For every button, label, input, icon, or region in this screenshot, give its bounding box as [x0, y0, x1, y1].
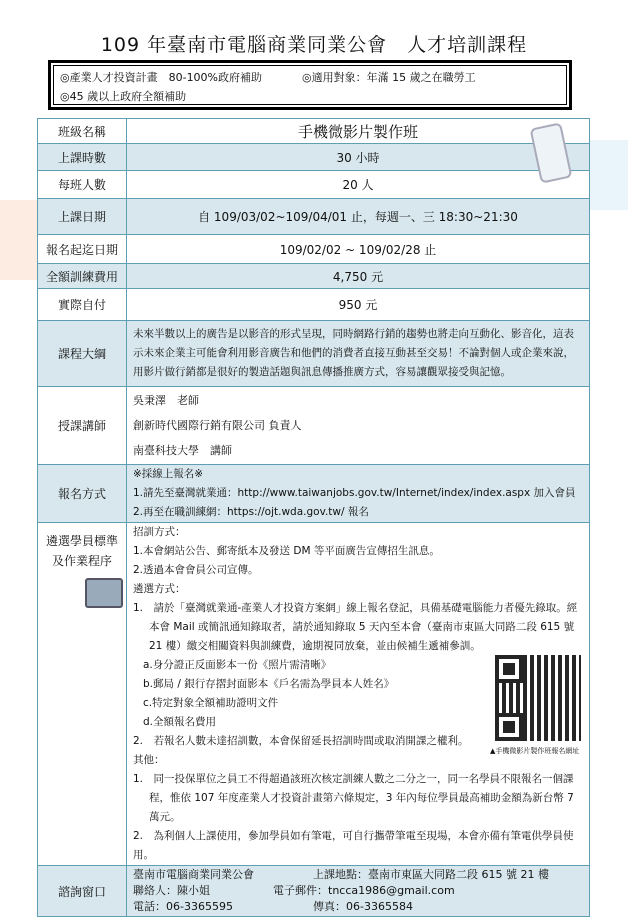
signup-link[interactable]: 1.請先至臺灣就業通：http://www.taiwanjobs.gov.tw/Internet/index/index.aspx 加入會員 [133, 487, 576, 499]
row-label: 上課時數 [38, 144, 127, 171]
contact-email[interactable]: 電子郵件：tncca1986@gmail.com [273, 884, 455, 897]
doc-item: d.全額報名費用 [143, 716, 217, 728]
text-line: 2. 若報名人數未達招訓數，本會保留延長招訓時間或取消開課之權利。 [133, 735, 469, 747]
outline-text: 未來半數以上的廣告是以影音的形式呈現，同時網路行銷的趨勢也將走向互動化、影音化，這表示未來企業主可能會利用影音廣告和他們的消費者直接互動甚至交易！不論對個人或企業來說，用影片做行銷都是很好的製造話題與訊息傳播推廣方式，容易讓觀眾接受與記憶。 [127, 321, 590, 387]
section-title: 其他： [133, 754, 165, 766]
table-row [38, 465, 590, 523]
decor-squares-right [590, 140, 628, 210]
table-row [38, 321, 590, 387]
row-label: 報名起迄日期 [38, 235, 127, 264]
row-label: 報名方式 [38, 465, 127, 523]
text-line: 1. 同一投保單位之員工不得超過該班次核定訓練人數之二分之一，同一名學員不限報名一個課程，惟依 107 年度產業人才投資計畫第六條規定，3 年內每位學員最高補助金額為新台幣 7 萬元。 [133, 773, 574, 823]
text-line: 1. 請於「臺灣就業通-產業人才投資方案網」線上報名登記，具備基礎電腦能力者優先錄取。經本會 Mail 或簡訊通知錄取者，請於通知錄取 5 天內至本會（臺南市東區大同路二段 615 號 21 樓）繳交相關資料與訓練費，逾期視同放棄，並由候補生遞補參訓。 [133, 602, 578, 652]
section-title: 招訓方式： [133, 526, 186, 538]
contact-info [127, 866, 590, 917]
table-row [38, 289, 590, 321]
text-line: 1.本會網站公告、郵寄紙本及發送 DM 等平面廣告宣傳招生訊息。 [133, 545, 440, 557]
row-value: 自 109/03/02~109/04/01 止，每週一、三 18:30~21:30 [127, 199, 590, 235]
row-label [38, 523, 127, 866]
text-line: 2. 為利個人上課使用，參加學員如有筆電，可自行攜帶筆電至現場，本會亦備有筆電供學員使用。 [133, 830, 574, 861]
row-label: 授課講師 [38, 387, 127, 465]
row-label: 諮詢窗口 [38, 866, 127, 917]
table-row [38, 119, 590, 144]
label-line: 遴選學員標準 [45, 534, 118, 548]
qr-caption: ▲手機微影片製作班報名網址 [490, 747, 580, 755]
row-label: 班級名稱 [38, 119, 127, 144]
banner-item: ◎45 歲以上政府全額補助 [60, 90, 187, 103]
signup-line: ※採線上報名※ [133, 468, 204, 480]
row-label: 課程大綱 [38, 321, 127, 387]
instructor-line: 吳秉澤 老師 [133, 394, 199, 407]
qr-code[interactable] [495, 655, 581, 741]
table-row [38, 144, 590, 171]
contact-phone: 電話：06-3365595 [133, 900, 233, 913]
course-table [37, 118, 590, 917]
decor-squares-left [0, 200, 40, 280]
contact-location: 上課地點：臺南市東區大同路二段 615 號 21 樓 [313, 868, 549, 881]
contact-fax: 傳真：06-3365584 [313, 900, 413, 913]
instructor-info [127, 387, 590, 465]
row-value: 109/02/02 ~ 109/02/28 止 [127, 235, 590, 264]
page-title: 109 年臺南市電腦商業同業公會 人才培訓課程 [100, 34, 528, 56]
instructor-line: 創新時代國際行銷有限公司 負責人 [133, 419, 302, 432]
row-value: 20 人 [127, 171, 590, 199]
row-label: 上課日期 [38, 199, 127, 235]
doc-item: c.特定對象全額補助證明文件 [143, 697, 279, 709]
row-label: 每班人數 [38, 171, 127, 199]
table-row [38, 171, 590, 199]
row-value: 30 小時 [127, 144, 590, 171]
table-row [38, 264, 590, 289]
contact-org: 臺南市電腦商業同業公會 [133, 868, 254, 881]
signup-info [127, 465, 590, 523]
doc-item: b.郵局 / 銀行存摺封面影本《戶名需為學員本人姓名》 [143, 678, 395, 690]
class-name: 手機微影片製作班 [127, 119, 590, 144]
table-row [38, 235, 590, 264]
doc-item: a.身分證正反面影本一份《照片需清晰》 [143, 659, 332, 671]
contact-person: 聯絡人：陳小姐 [133, 884, 210, 897]
row-value: 950 元 [127, 289, 590, 321]
row-value: 4,750 元 [127, 264, 590, 289]
banner-item: ◎產業人才投資計畫 80-100%政府補助 [60, 71, 263, 84]
row-label: 全額訓練費用 [38, 264, 127, 289]
laptop-illustration-icon [85, 578, 123, 608]
table-row [38, 866, 590, 917]
label-line: 及作業程序 [51, 554, 112, 568]
section-title: 遴選方式： [133, 583, 186, 595]
signup-link[interactable]: 2.再至在職訓練網：https://ojt.wda.gov.tw/ 報名 [133, 506, 369, 518]
row-label: 實際自付 [38, 289, 127, 321]
instructor-line: 南臺科技大學 講師 [133, 444, 232, 457]
banner-item: ◎適用對象：年滿 15 歲之在職勞工 [302, 71, 476, 84]
text-line: 2.透過本會會員公司宣傳。 [133, 564, 259, 576]
table-row [38, 387, 590, 465]
table-row [38, 199, 590, 235]
subsidy-banner [50, 62, 570, 108]
